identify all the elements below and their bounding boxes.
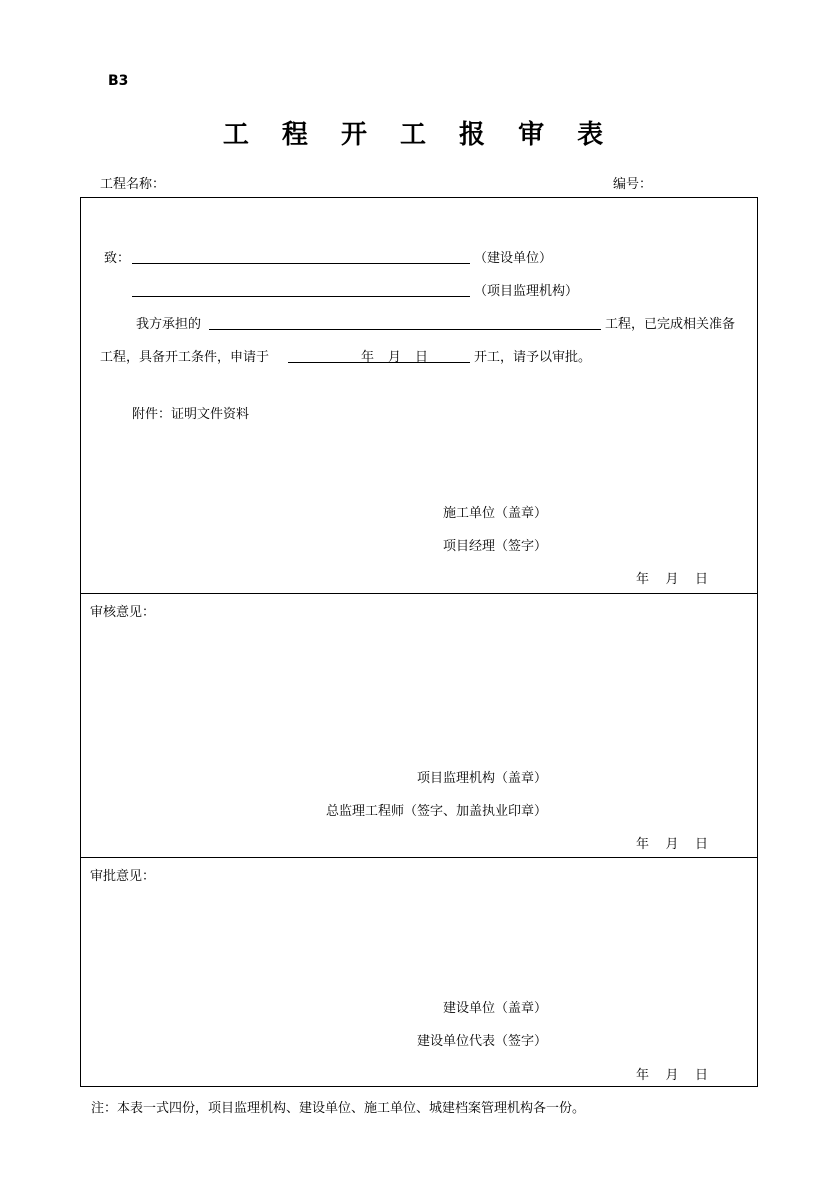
owner-representative-signature: 建设单位代表（签字） (417, 1034, 548, 1049)
section-divider-2 (80, 857, 758, 858)
supervision-seal: 项目监理机构（盖章） (417, 771, 548, 786)
to-label: 致： (104, 251, 131, 266)
supervision-org-suffix: （项目监理机构） (474, 284, 579, 299)
undertaking-suffix: 工程，已完成相关准备 (605, 317, 736, 332)
section2-date: 年 月 日 (636, 837, 709, 852)
construction-unit-suffix: （建设单位） (474, 251, 553, 266)
application-prefix: 工程，具备开工条件，申请于 (100, 350, 270, 365)
page-title: 工 程 开 工 报 审 表 (222, 120, 616, 150)
start-date-line[interactable] (288, 362, 470, 363)
form-code: B3 (108, 73, 129, 89)
owner-seal: 建设单位（盖章） (443, 1001, 548, 1016)
recipient-line-2[interactable] (132, 296, 470, 297)
start-date-day: 日 (415, 350, 429, 365)
footer-note: 注：本表一式四份，项目监理机构、建设单位、施工单位、城建档案管理机构各一份。 (91, 1101, 586, 1116)
section-divider-1 (80, 593, 758, 594)
review-opinion-label: 审核意见： (90, 605, 156, 620)
project-name-label: 工程名称： (100, 177, 166, 192)
chief-engineer-signature: 总监理工程师（签字、加盖执业印章） (326, 804, 548, 819)
project-manager-signature: 项目经理（签字） (443, 539, 548, 554)
contractor-seal: 施工单位（盖章） (443, 506, 548, 521)
attachment-note: 附件：证明文件资料 (132, 407, 250, 422)
start-date-month: 月 (388, 350, 402, 365)
serial-number-label: 编号： (613, 177, 653, 192)
section3-date: 年 月 日 (636, 1068, 709, 1083)
application-suffix: 开工，请予以审批。 (474, 350, 592, 365)
start-date-year: 年 (361, 350, 375, 365)
undertaking-prefix: 我方承担的 (136, 317, 202, 332)
project-name-line[interactable] (209, 329, 601, 330)
section1-date: 年 月 日 (636, 572, 709, 587)
recipient-line-1[interactable] (132, 263, 470, 264)
approval-opinion-label: 审批意见： (90, 869, 156, 884)
